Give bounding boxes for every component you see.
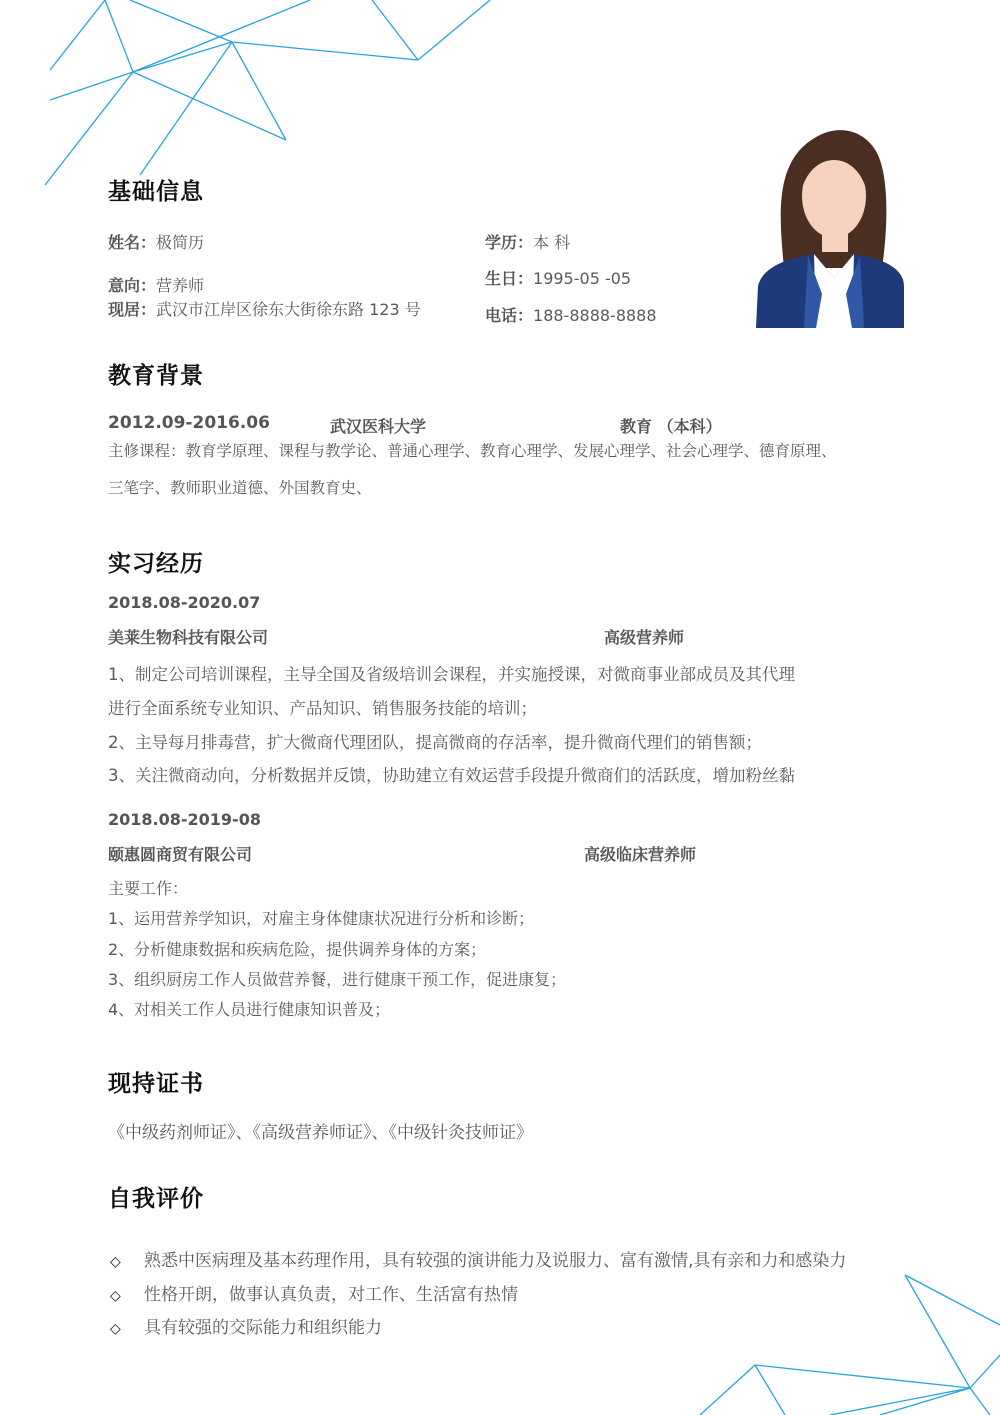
job2-line: 3、组织厨房工作人员做营养餐，进行健康干预工作，促进康复； <box>108 970 567 989</box>
intent-row <box>108 273 204 296</box>
degree-label: 学历： <box>485 233 534 252</box>
address-value: 武汉市江岸区徐东大街徐东路 123 号 <box>156 300 421 319</box>
education-school: 武汉医科大学 <box>330 417 427 436</box>
job2-line: 2、分析健康数据和疾病危险，提供调养身体的方案； <box>108 940 487 959</box>
name-value: 极简历 <box>156 233 205 252</box>
birth-value: 1995-05 -05 <box>533 269 632 288</box>
section-title-certificates: 现持证书 <box>108 1071 204 1097</box>
job2-line: 1、运用营养学知识，对雇主身体健康状况进行分析和诊断； <box>108 909 535 928</box>
birth-row <box>485 266 631 289</box>
name-label: 姓名： <box>108 233 157 252</box>
name-row <box>108 230 204 253</box>
job1-line: 进行全面系统专业知识、产品知识、销售服务技能的培训； <box>108 699 537 718</box>
address-row <box>108 297 421 320</box>
job2-position: 高级临床营养师 <box>584 845 697 864</box>
intent-value: 营养师 <box>156 276 205 295</box>
job1-position: 高级营养师 <box>604 628 685 647</box>
education-courses-line1: 主修课程：教育学原理、课程与教学论、普通心理学、教育心理学、发展心理学、社会心理学、德育原理、 <box>108 442 837 460</box>
education-courses-line2: 三笔字、教师职业道德、外国教育史、 <box>108 479 372 497</box>
self-eval-item <box>110 1280 518 1305</box>
phone-row <box>485 303 657 326</box>
section-title-internship: 实习经历 <box>108 551 204 577</box>
diamond-bullet-icon: ◇ <box>110 1254 121 1270</box>
self-eval-text: 性格开朗，做事认真负责，对工作、生活富有热情 <box>144 1285 518 1305</box>
diamond-bullet-icon: ◇ <box>110 1321 121 1337</box>
job2-line: 4、对相关工作人员进行健康知识普及； <box>108 1000 391 1019</box>
avatar <box>756 118 906 328</box>
phone-value: 188-8888-8888 <box>533 306 657 325</box>
job1-line: 2、主导每月排毒营，扩大微商代理团队，提高微商的存活率，提升微商代理们的销售额； <box>108 733 762 752</box>
section-title-education: 教育背景 <box>108 363 204 389</box>
section-title-basic: 基础信息 <box>108 179 204 205</box>
job1-line: 1、制定公司培训课程，主导全国及省级培训会课程，并实施授课，对微商事业部成员及其代理 <box>108 665 795 684</box>
self-eval-text: 具有较强的交际能力和组织能力 <box>144 1318 382 1338</box>
job1-line: 3、关注微商动向，分析数据并反馈，协助建立有效运营手段提升微商们的活跃度，增加粉丝黏 <box>108 766 795 785</box>
address-label: 现居： <box>108 300 157 319</box>
section-title-self-eval: 自我评价 <box>108 1186 204 1212</box>
degree-value: 本 科 <box>533 233 571 252</box>
decorative-lines-top <box>0 0 560 200</box>
self-eval-item <box>110 1246 846 1271</box>
self-eval-item <box>110 1313 382 1338</box>
job1-company: 美莱生物科技有限公司 <box>108 628 269 647</box>
job2-company: 颐惠圆商贸有限公司 <box>108 845 253 864</box>
birth-label: 生日： <box>485 269 534 288</box>
certificates-text: 《中级药剂师证》、《高级营养师证》、《中级针灸技师证》 <box>108 1123 533 1143</box>
job1-period: 2018.08-2020.07 <box>108 593 261 612</box>
intent-label: 意向： <box>108 276 157 295</box>
education-major: 教育 （本科） <box>620 417 722 436</box>
education-period: 2012.09-2016.06 <box>108 413 270 433</box>
degree-row <box>485 230 570 253</box>
phone-label: 电话： <box>485 306 534 325</box>
job2-line: 主要工作： <box>108 879 189 898</box>
job2-period: 2018.08-2019-08 <box>108 810 261 829</box>
self-eval-text: 熟悉中医病理及基本药理作用，具有较强的演讲能力及说服力、富有激情,具有亲和力和感染力 <box>144 1251 847 1271</box>
diamond-bullet-icon: ◇ <box>110 1288 121 1304</box>
decorative-lines-bottom <box>680 1270 1000 1415</box>
